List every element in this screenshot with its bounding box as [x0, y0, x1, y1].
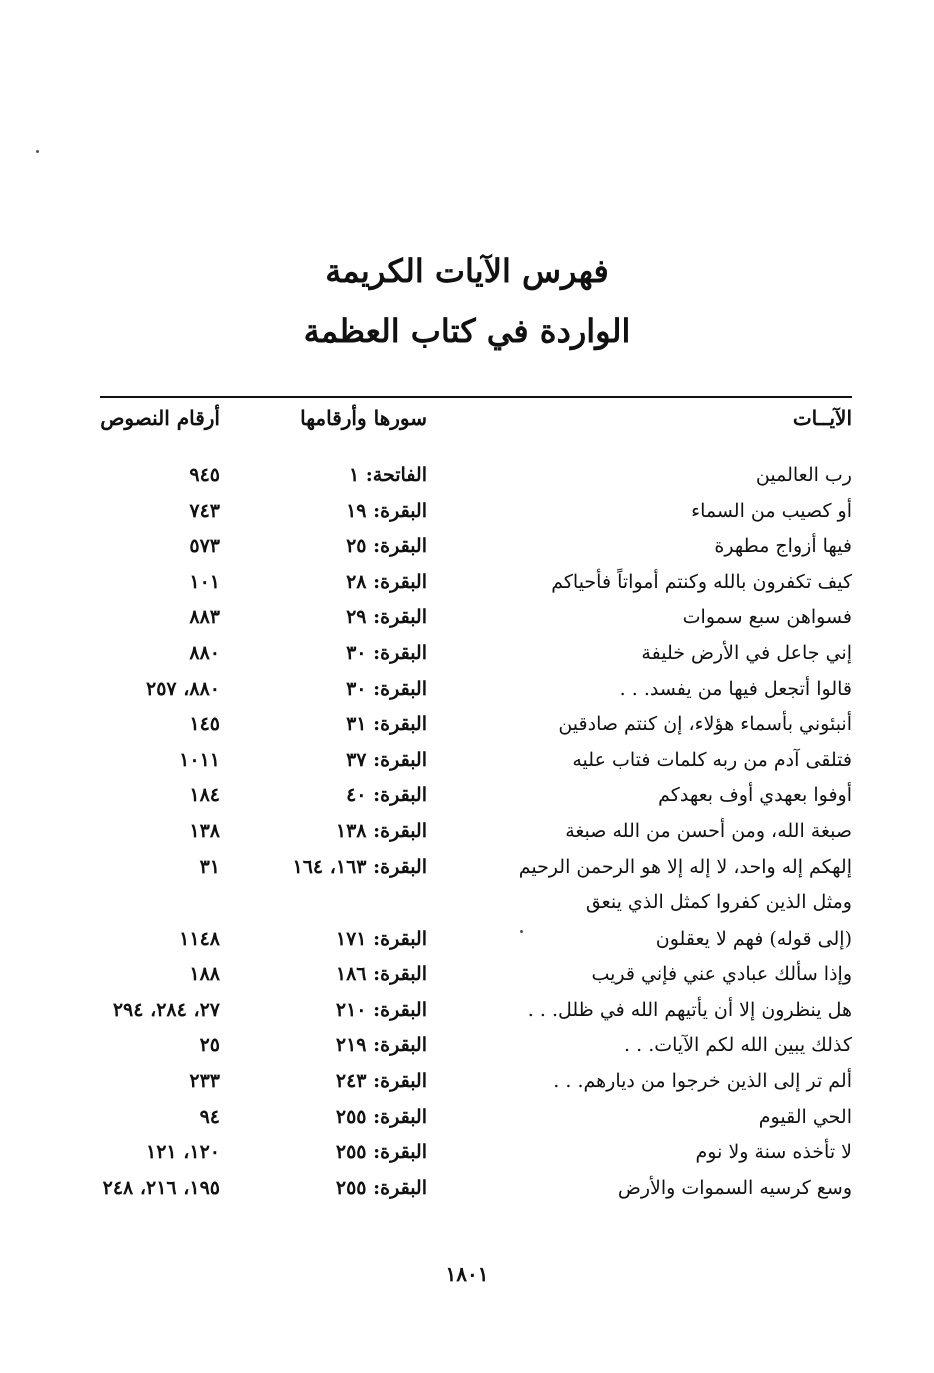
text-numbers: ١١٤٨	[179, 928, 220, 951]
text-numbers: ١٤٥	[189, 713, 220, 736]
verse-text: أو كصيب من السماء	[691, 499, 852, 522]
verse-text: ومثل الذين كفروا كمثل الذي ينعق	[585, 891, 852, 914]
scan-speck	[520, 930, 523, 933]
text-numbers: ١٨٤	[189, 784, 220, 807]
table-row	[100, 569, 852, 605]
verse-text-continuation: (إلى قوله) فهم لا يعقلون	[655, 928, 852, 951]
verse-text: أنبئوني بأسماء هؤلاء، إن كنتم صادقين	[558, 713, 852, 736]
table-row	[100, 462, 852, 498]
text-numbers: ٩٤	[199, 1105, 220, 1128]
surah-ref: البقرة: ٤٠	[346, 784, 427, 807]
verse-text: وإذا سألك عبادي عني فإني قريب	[591, 963, 852, 986]
surah-ref: البقرة: ١٣٨	[335, 819, 427, 842]
surah-ref: البقرة: ٢٤٣	[335, 1069, 427, 1092]
text-numbers: ١٠١١	[179, 748, 220, 771]
table-row	[100, 961, 852, 997]
text-numbers: ١٩٥، ٢١٦، ٢٤٨	[102, 1176, 220, 1199]
surah-ref: البقرة: ٢٨	[346, 570, 427, 593]
table-row	[100, 640, 852, 676]
surah-ref: البقرة: ٢٥٥	[335, 1176, 427, 1199]
table-row	[100, 1068, 852, 1104]
verse-text: قالوا أتجعل فيها من يفسد. . .	[619, 677, 852, 700]
verse-text: كيف تكفرون بالله وكنتم أمواتاً فأحياكم	[551, 570, 852, 593]
text-numbers: ١٠١	[189, 570, 220, 593]
verse-text: لا تأخذه سنة ولا نوم	[695, 1141, 852, 1164]
scan-speck	[36, 150, 39, 153]
surah-ref: الفاتحة: ١	[348, 464, 427, 486]
table-row	[100, 1175, 852, 1211]
header-surah: سورها وأرقامها	[300, 406, 427, 430]
surah-ref: البقرة: ٢٩	[346, 606, 427, 629]
text-numbers: ٧٤٣	[189, 499, 220, 522]
verse-text: فيها أزواج مطهرة	[714, 535, 852, 558]
verse-text: ألم تر إلى الذين خرجوا من ديارهم. . .	[553, 1069, 852, 1092]
surah-ref: البقرة: ٣٧	[346, 748, 427, 771]
surah-ref: البقرة: ٢١٠	[335, 998, 427, 1021]
table-row	[100, 997, 852, 1033]
index-subtitle: الواردة في كتاب العظمة	[303, 312, 631, 350]
verse-text: وسع كرسيه السموات والأرض	[617, 1176, 852, 1199]
surah-ref: البقرة: ١٨٦	[335, 963, 427, 986]
verse-text: إني جاعل في الأرض خليفة	[641, 641, 852, 664]
table-row	[100, 818, 852, 854]
text-numbers: ١٢٠، ١٢١	[146, 1141, 220, 1164]
surah-ref: البقرة: ٣٠	[346, 677, 427, 700]
surah-ref: البقرة: ٢٥	[346, 535, 427, 558]
text-numbers: ٨٨٠، ٢٥٧	[146, 677, 220, 700]
table-header	[100, 406, 852, 440]
header-rule	[100, 396, 852, 398]
table-row	[100, 747, 852, 783]
table-row	[100, 1032, 852, 1068]
surah-ref: البقرة: ١٩	[346, 499, 427, 522]
table-row	[100, 1104, 852, 1140]
verse-text: رب العالمين	[755, 464, 852, 486]
table-row	[100, 533, 852, 569]
surah-ref: البقرة: ٣٠	[346, 641, 427, 664]
table-row	[100, 889, 852, 961]
surah-ref: البقرة: ١٧١	[335, 928, 427, 951]
index-title: فهرس الآيات الكريمة	[325, 252, 609, 290]
text-numbers: ١٣٨	[189, 819, 220, 842]
verse-text: هل ينظرون إلا أن يأتيهم الله في ظلل. . .	[527, 998, 852, 1021]
verse-text: صبغة الله، ومن أحسن من الله صبغة	[565, 819, 852, 842]
surah-ref: البقرة: ٢١٩	[335, 1034, 427, 1057]
text-numbers: ٨٨٣	[189, 606, 220, 629]
header-verses: الآيــات	[792, 406, 852, 430]
verse-text: أوفوا بعهدي أوف بعهدكم	[658, 784, 852, 807]
table-row	[100, 676, 852, 712]
table-row	[100, 854, 852, 890]
surah-ref: البقرة: ٣١	[346, 713, 427, 736]
table-row	[100, 498, 852, 534]
header-numbers: أرقام النصوص	[100, 406, 220, 430]
verse-text: الحي القيوم	[758, 1105, 852, 1128]
verse-text: فسواهن سبع سموات	[682, 606, 852, 629]
verse-index-table	[100, 462, 852, 1210]
surah-ref: البقرة: ٢٥٥	[335, 1141, 427, 1164]
text-numbers: ٨٨٠	[189, 641, 220, 664]
text-numbers: ٣١	[199, 855, 220, 878]
text-numbers: ١٨٨	[189, 963, 220, 986]
text-numbers: ٢٣٣	[189, 1069, 220, 1092]
page-number: ١٨٠١	[445, 1262, 489, 1286]
text-numbers: ٢٥	[199, 1034, 220, 1057]
surah-ref: البقرة: ٢٥٥	[335, 1105, 427, 1128]
table-row	[100, 782, 852, 818]
table-row	[100, 604, 852, 640]
text-numbers: ٥٧٣	[189, 535, 220, 558]
text-numbers: ٢٧، ٢٨٤، ٢٩٤	[112, 998, 220, 1021]
table-row	[100, 1139, 852, 1175]
verse-text: إلهكم إله واحد، لا إله إلا هو الرحمن الرحيم	[518, 855, 852, 878]
table-row	[100, 711, 852, 747]
verse-text: كذلك يبين الله لكم الآيات. . .	[624, 1034, 852, 1057]
verse-text: فتلقى آدم من ربه كلمات فتاب عليه	[572, 748, 852, 771]
surah-ref: البقرة: ١٦٣، ١٦٤	[292, 855, 427, 878]
text-numbers: ٩٤٥	[189, 464, 220, 486]
